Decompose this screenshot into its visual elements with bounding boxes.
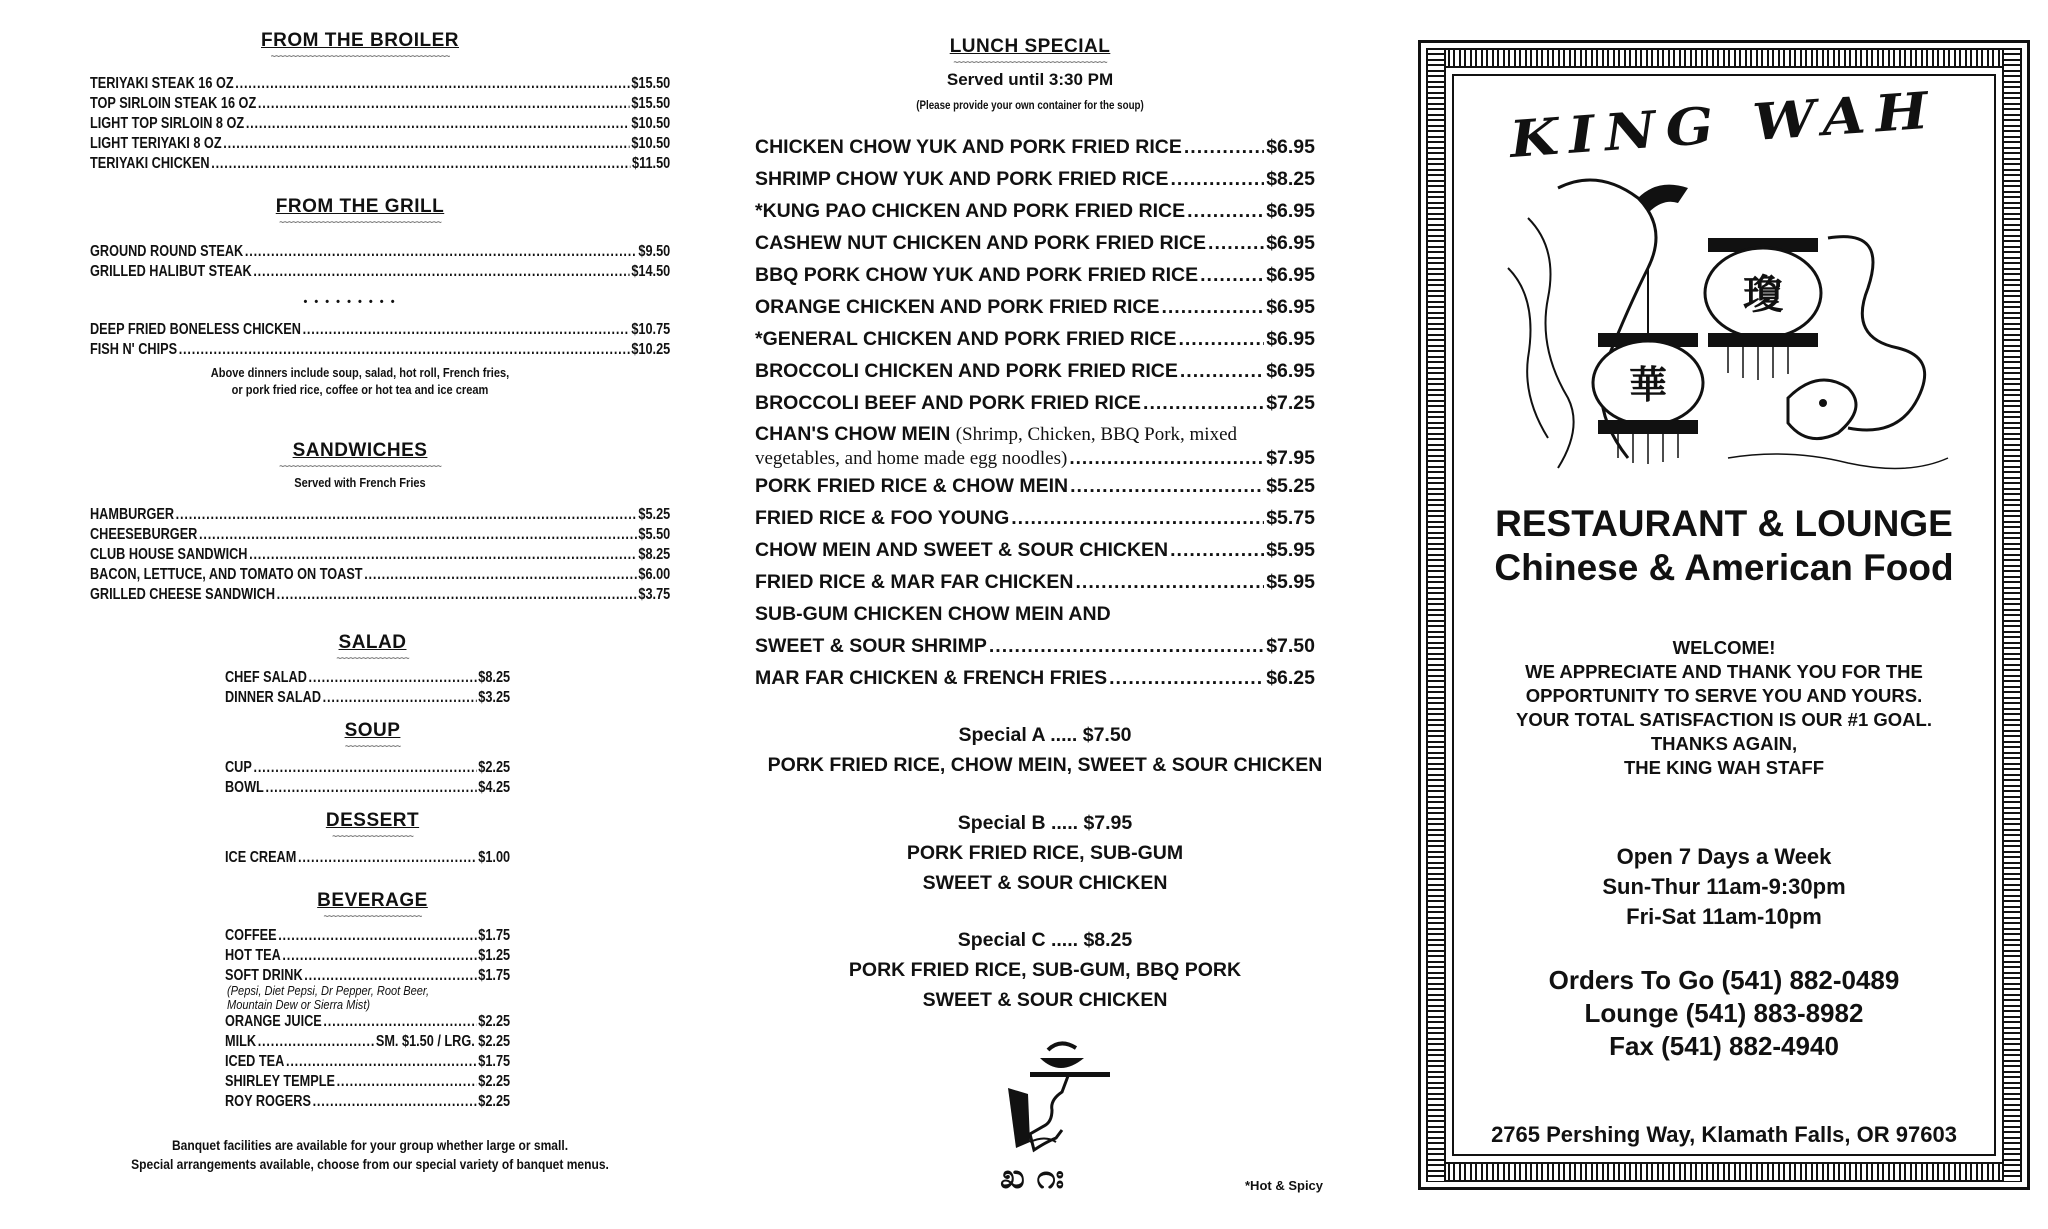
item-price: $10.25 (631, 341, 671, 358)
item-name: BROCCOLI CHICKEN AND PORK FRIED RICE (755, 360, 1178, 382)
special-a (745, 720, 1345, 780)
beverage-section (225, 890, 510, 1112)
dessert-section (225, 810, 510, 868)
welcome-line: THE KING WAH STAFF (1623, 757, 1825, 778)
lunch-list-2 (755, 470, 1315, 598)
welcome-line: WELCOME! (1672, 637, 1776, 658)
item-name: *GENERAL CHICKEN AND PORK FRIED RICE (755, 328, 1177, 350)
food-type: Chinese & American Food (1494, 547, 1954, 588)
lunch-item-row (755, 502, 1315, 534)
soup-heading: SOUP (344, 720, 401, 741)
subgum-item (755, 598, 1315, 694)
menu-item-row (225, 758, 510, 778)
lunch-served-time: Served until 3:30 PM (946, 70, 1114, 89)
lunch-item-row (755, 323, 1315, 355)
heading-underline: ~~~~~~~~~~~~~~~~~~~~~~~~~~~~~~~~~~~~ (953, 57, 1107, 67)
marfar-name: MAR FAR CHICKEN & FRENCH FRIES (755, 667, 1108, 689)
chan-chow-mein (755, 422, 1315, 470)
item-price: $1.25 (478, 947, 511, 964)
soup-section (225, 720, 510, 798)
item-price: $1.75 (478, 927, 511, 944)
dot-leader (309, 668, 477, 688)
soft-drink-note (225, 984, 510, 1012)
broiler-section (90, 30, 670, 174)
item-name: TERIYAKI CHICKEN (90, 155, 210, 172)
phone-line: Lounge (541) 883-8982 (1584, 998, 1864, 1028)
special-line: PORK FRIED RICE, CHOW MEIN, SWEET & SOUR CHICKEN (767, 754, 1323, 776)
banquet-note (112, 1136, 628, 1174)
dot-leader (253, 758, 476, 778)
item-name: ORANGE JUICE (225, 1013, 322, 1030)
item-price: $5.95 (1266, 539, 1315, 561)
item-price: $8.25 (638, 546, 671, 563)
dessert-list (225, 848, 510, 868)
item-price: $15.50 (631, 95, 671, 112)
item-name: ROY ROGERS (225, 1093, 311, 1110)
special-line: SWEET & SOUR CHICKEN (922, 989, 1168, 1011)
item-name: GRILLED HALIBUT STEAK (90, 263, 252, 280)
sandwiches-section (90, 440, 670, 605)
item-price: $6.95 (1266, 200, 1315, 222)
grill-heading: FROM THE GRILL (275, 196, 445, 217)
subgum-price: $7.50 (1266, 635, 1315, 657)
dot-leader (246, 114, 630, 134)
separator-dots: • • • • • • • • • (303, 296, 397, 308)
lunch-item-row (755, 131, 1315, 163)
item-name: BOWL (225, 779, 264, 796)
dot-leader (282, 946, 476, 966)
soft-drink-note-line: Mountain Dew or Sierra Mist) (227, 997, 371, 1012)
sandwiches-subtitle: Served with French Fries (294, 475, 426, 490)
item-price: $10.50 (631, 135, 671, 152)
item-name: BROCCOLI BEEF AND PORK FRIED RICE (755, 392, 1142, 414)
dot-leader (1109, 662, 1264, 694)
item-name: *KUNG PAO CHICKEN AND PORK FRIED RICE (755, 200, 1186, 222)
item-price: $5.50 (638, 526, 671, 543)
menu-item-row (90, 340, 670, 360)
hours-line: Open 7 Days a Week (1616, 844, 1832, 869)
banquet-line: Special arrangements available, choose from our special variety of banquet menus. (131, 1156, 609, 1172)
grill-section (90, 196, 670, 398)
menu-item-row (225, 688, 510, 708)
dot-leader (1180, 355, 1264, 387)
hot-spicy-note: *Hot & Spicy (1245, 1178, 1324, 1193)
menu-item-row (225, 926, 510, 946)
item-name: CASHEW NUT CHICKEN AND PORK FRIED RICE (755, 232, 1207, 254)
dessert-heading: DESSERT (325, 810, 420, 831)
item-name: BBQ PORK CHOW YUK AND PORK FRIED RICE (755, 264, 1199, 286)
special-title: Special A ..... $7.50 (958, 724, 1132, 746)
menu-item-row (90, 565, 670, 585)
item-name: DINNER SALAD (225, 689, 322, 706)
welcome-line: WE APPRECIATE AND THANK YOU FOR THE (1525, 661, 1923, 682)
menu-item-row (90, 505, 670, 525)
lunch-list (755, 131, 1315, 419)
menu-item-row (90, 585, 670, 605)
item-name: FRIED RICE & FOO YOUNG (755, 507, 1010, 529)
marfar-row (755, 662, 1315, 694)
broiler-list (90, 74, 670, 174)
item-price: $8.25 (478, 669, 511, 686)
special-title: Special B ..... $7.95 (957, 812, 1133, 834)
dinner-note-line: Above dinners include soup, salad, hot roll, French fries, (210, 365, 510, 380)
item-name: PORK FRIED RICE & CHOW MEIN (755, 475, 1069, 497)
lunch-item-row (755, 355, 1315, 387)
item-name: COFFEE (225, 927, 277, 944)
dinner-note (97, 364, 624, 398)
hours-line: Fri-Sat 11am-10pm (1626, 904, 1822, 929)
menu-item-row (225, 1092, 510, 1112)
menu-item-row (90, 154, 670, 174)
menu-item-row (225, 1072, 510, 1092)
item-price: $6.95 (1266, 232, 1315, 254)
item-price: SM. $1.50 / LRG. $2.25 (375, 1033, 511, 1050)
item-name: TERIYAKI STEAK 16 OZ (90, 75, 234, 92)
heading-underline: ~~~~~~~~~~~~~~~~~~~~~~~~~~~~~~~~~~~~~~ (279, 461, 441, 471)
item-price: $10.50 (631, 115, 671, 132)
item-name: SHRIMP CHOW YUK AND PORK FRIED RICE (755, 168, 1169, 190)
item-name: CUP (225, 759, 252, 776)
greek-key-border (2002, 48, 2022, 1182)
dot-leader (265, 778, 476, 798)
item-price: $6.95 (1266, 360, 1315, 382)
restaurant-type: RESTAURANT & LOUNGE (1495, 503, 1953, 544)
chan-row (755, 447, 1315, 470)
dot-leader (1070, 470, 1264, 502)
lunch-item-row (755, 195, 1315, 227)
item-price: $1.75 (478, 967, 511, 984)
item-price: $11.50 (632, 155, 671, 172)
dot-leader (323, 1012, 476, 1032)
dot-leader (278, 926, 476, 946)
subgum-line: SUB-GUM CHICKEN CHOW MEIN AND (755, 603, 1111, 625)
item-price: $8.25 (1266, 168, 1315, 190)
phone-line: Fax (541) 882-4940 (1609, 1031, 1839, 1061)
menu-item-row (90, 320, 670, 340)
special-c (745, 925, 1345, 1015)
dot-leader (1208, 227, 1264, 259)
item-price: $1.00 (478, 849, 511, 866)
dot-leader (323, 688, 477, 708)
greek-key-border (1426, 48, 1446, 1182)
soft-drink-note-line: (Pepsi, Diet Pepsi, Dr Pepper, Root Beer, (227, 983, 430, 998)
chan-price: $7.95 (1266, 447, 1315, 469)
item-name: SHIRLEY TEMPLE (225, 1073, 335, 1090)
menu-item-row (225, 848, 510, 868)
dot-leader (989, 630, 1264, 662)
item-price: $6.95 (1266, 296, 1315, 318)
item-price: $6.00 (638, 566, 671, 583)
lunch-item-row (755, 470, 1315, 502)
dot-leader (1011, 502, 1264, 534)
item-price: $3.75 (638, 586, 671, 603)
dot-leader (1187, 195, 1264, 227)
item-name: ICED TEA (225, 1053, 285, 1070)
item-name: HOT TEA (225, 947, 281, 964)
special-line: SWEET & SOUR CHICKEN (922, 872, 1168, 894)
dot-leader (258, 94, 630, 114)
broiler-heading: FROM THE BROILER (261, 30, 459, 51)
item-price: $10.75 (631, 321, 671, 338)
logo-area (1458, 80, 1990, 170)
lunch-item-row (755, 534, 1315, 566)
hours-line: Sun-Thur 11am-9:30pm (1602, 874, 1846, 899)
item-price: $15.50 (631, 75, 671, 92)
heading-underline: ~~~~~~~~~~~~~~~~~~~ (332, 831, 413, 841)
lunch-heading: LUNCH SPECIAL (949, 36, 1111, 57)
menu-item-row (90, 525, 670, 545)
item-name: BACON, LETTUCE, AND TOMATO ON TOAST (90, 566, 363, 583)
menu-item-row (90, 114, 670, 134)
item-price: $2.25 (478, 1093, 511, 1110)
item-name: FISH N' CHIPS (90, 341, 178, 358)
item-name: LIGHT TERIYAKI 8 OZ (90, 135, 222, 152)
special-title: Special C ..... $8.25 (957, 929, 1133, 951)
dot-leader (249, 545, 637, 565)
item-name: CHOW MEIN AND SWEET & SOUR CHICKEN (755, 539, 1169, 561)
heading-underline: ~~~~~~~~~~~~~~~~~~~~~~~ (323, 911, 422, 921)
lunch-item-row (755, 227, 1315, 259)
dot-leader (313, 1092, 477, 1112)
item-price: $6.95 (1266, 136, 1315, 158)
dot-leader (1170, 534, 1264, 566)
subgum-name: SWEET & SOUR SHRIMP (755, 635, 987, 657)
item-price: $14.50 (631, 263, 671, 280)
dot-leader (286, 1052, 477, 1072)
logo-text: KING WAH (1507, 80, 1941, 170)
item-price: $7.25 (1266, 392, 1315, 414)
welcome-line: THANKS AGAIN, (1650, 733, 1798, 754)
menu-item-row (225, 1052, 510, 1072)
item-name: GRILLED CHEESE SANDWICH (90, 586, 276, 603)
container-note: (Please provide your own container for the soup) (916, 100, 1144, 112)
item-name: MILK (225, 1033, 257, 1050)
subgum-row (755, 630, 1315, 662)
item-name: CHICKEN CHOW YUK AND PORK FRIED RICE (755, 136, 1182, 158)
item-price: $6.95 (1266, 328, 1315, 350)
dot-leader (1184, 131, 1264, 163)
menu-item-row (90, 74, 670, 94)
menu-item-row (90, 242, 670, 262)
item-price: $5.95 (1266, 571, 1315, 593)
lantern-character: 華 (1628, 363, 1668, 407)
dragon-phoenix-lanterns-icon (1488, 158, 1958, 488)
menu-item-row (90, 262, 670, 282)
item-price: $9.50 (638, 243, 671, 260)
item-name: DEEP FRIED BONELESS CHICKEN (90, 321, 301, 338)
special-line: PORK FRIED RICE, SUB-GUM (906, 842, 1184, 864)
dot-leader (1178, 323, 1264, 355)
dot-leader (1069, 448, 1264, 470)
greek-key-border (1426, 1162, 2022, 1182)
grill-list (90, 242, 670, 282)
dot-leader (179, 340, 630, 360)
item-price: $2.25 (478, 1013, 511, 1030)
menu-item-row (225, 668, 510, 688)
menu-item-row (225, 778, 510, 798)
item-name: FRIED RICE & MAR FAR CHICKEN (755, 571, 1074, 593)
dot-leader (303, 320, 630, 340)
menu-item-row (225, 1012, 510, 1032)
dot-leader (1171, 163, 1265, 195)
beverage-list (225, 926, 510, 986)
item-name: CHEESEBURGER (90, 526, 198, 543)
beverage-heading: BEVERAGE (317, 890, 428, 911)
item-price: $3.25 (478, 689, 511, 706)
chan-description: (Shrimp, Chicken, BBQ Pork, mixed (955, 424, 1238, 445)
dot-leader (1076, 566, 1265, 598)
dot-leader (211, 154, 630, 174)
welcome-line: OPPORTUNITY TO SERVE YOU AND YOURS. (1525, 685, 1923, 706)
salad-section (225, 632, 510, 708)
heading-underline: ~~~~~~~~~~~~~ (344, 741, 401, 751)
dinner-note-line: or pork fried rice, coffee or hot tea and ice cream (231, 382, 489, 397)
item-price: $5.25 (1266, 475, 1315, 497)
svg-text:ಖ ೧ಃ: ಖ ೧ಃ (1000, 1157, 1065, 1197)
hours (1458, 842, 1990, 932)
item-name: ORANGE CHICKEN AND PORK FRIED RICE (755, 296, 1160, 318)
lunch-item-row (755, 566, 1315, 598)
dot-leader (176, 505, 637, 525)
menu-item-row (225, 1032, 510, 1052)
chan-description: vegetables, and home made egg noodles) (755, 448, 1068, 469)
item-name: SOFT DRINK (225, 967, 303, 984)
item-name: GROUND ROUND STEAK (90, 243, 244, 260)
dot-leader (223, 134, 629, 154)
special-line: PORK FRIED RICE, SUB-GUM, BBQ PORK (848, 959, 1242, 981)
welcome-line: YOUR TOTAL SATISFACTION IS OUR #1 GOAL. (1516, 709, 1932, 730)
welcome-message (1458, 636, 1990, 780)
dot-leader (364, 565, 637, 585)
lunch-item-row (755, 259, 1315, 291)
dot-leader (298, 848, 477, 868)
heading-underline: ~~~~~~~~~~~~~~~~~~~~~~~~~~~~~~~~~~~~~~ (279, 217, 441, 227)
sandwich-list (90, 505, 670, 605)
dot-leader (258, 1032, 375, 1052)
phone-numbers (1458, 964, 1990, 1063)
grill-list-2 (90, 320, 670, 360)
special-b (745, 808, 1345, 898)
item-price: $5.75 (1266, 507, 1315, 529)
item-price: $6.95 (1266, 264, 1315, 286)
item-name: TOP SIRLOIN STEAK 16 OZ (90, 95, 257, 112)
dot-leader (1200, 259, 1264, 291)
menu-item-row (90, 94, 670, 114)
heading-underline: ~~~~~~~~~~~~~~~~~ (336, 653, 409, 663)
lunch-item-row (755, 387, 1315, 419)
lunch-item-row (755, 163, 1315, 195)
item-price: $2.25 (478, 759, 511, 776)
item-name: CHEF SALAD (225, 669, 307, 686)
item-price: $5.25 (638, 506, 671, 523)
restaurant-panel (1418, 40, 2030, 1190)
item-price: $2.25 (478, 1073, 511, 1090)
lantern-character: 瓊 (1743, 272, 1783, 318)
item-name: HAMBURGER (90, 506, 175, 523)
waiter-hand-icon (990, 1030, 1120, 1200)
phone-line: Orders To Go (541) 882-0489 (1548, 965, 1900, 995)
banquet-line: Banquet facilities are available for your group whether large or small. (171, 1137, 569, 1153)
item-name: ICE CREAM (225, 849, 297, 866)
dot-leader (235, 74, 629, 94)
item-price: $1.75 (478, 1053, 511, 1070)
lunch-header (755, 36, 1355, 112)
lunch-item-row (755, 291, 1315, 323)
sandwiches-heading: SANDWICHES (292, 440, 428, 461)
item-price: $4.25 (478, 779, 511, 796)
address: 2765 Pershing Way, Klamath Falls, OR 97603 (1491, 1122, 1957, 1147)
restaurant-title (1458, 502, 1990, 590)
salad-heading: SALAD (338, 632, 407, 653)
soup-list (225, 758, 510, 798)
beverage-list-2 (225, 1012, 510, 1112)
dot-leader (199, 525, 637, 545)
dot-leader (337, 1072, 477, 1092)
dot-leader (277, 585, 637, 605)
dot-leader (1143, 387, 1264, 419)
menu-item-row (90, 134, 670, 154)
dot-leader (245, 242, 637, 262)
dot-leader (1161, 291, 1264, 323)
greek-key-border (1426, 48, 2022, 68)
dot-leader (253, 262, 629, 282)
chan-name: CHAN'S CHOW MEIN (755, 423, 951, 445)
marfar-price: $6.25 (1266, 667, 1315, 689)
item-name: CLUB HOUSE SANDWICH (90, 546, 248, 563)
menu-item-row (225, 946, 510, 966)
salad-list (225, 668, 510, 708)
heading-underline: ~~~~~~~~~~~~~~~~~~~~~~~~~~~~~~~~~~~~~~~~~~ (270, 51, 450, 61)
item-name: LIGHT TOP SIRLOIN 8 OZ (90, 115, 245, 132)
menu-item-row (90, 545, 670, 565)
